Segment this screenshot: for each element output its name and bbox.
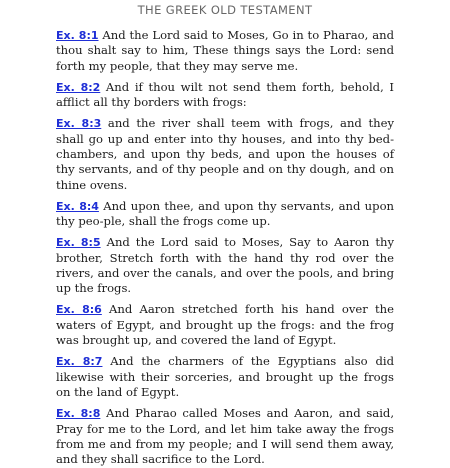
running-header: THE GREEK OLD TESTAMENT [137, 3, 313, 17]
verse-text: and the river shall teem with frogs, and they shall go up and enter into thy houses, and into thy bed-chambers, and upon thy beds, and upon the houses of thy servants, and of thy people and on thy dough, and on thine ovens. [56, 116, 395, 192]
verse-8-5 [56, 235, 394, 297]
verse-list [56, 28, 394, 468]
verse-ref-link[interactable]: Ex. 8:2 [56, 80, 101, 94]
verse-text: And the Lord said to Moses, Say to Aaron thy brother, Stretch forth with the hand thy rod over the rivers, and over the canals, and over the pools, and bring up the frogs. [56, 235, 395, 296]
verse-8-6 [56, 302, 394, 348]
verse-8-7 [56, 354, 394, 400]
verse-text: And if thou wilt not send them forth, behold, I afflict all thy borders with frogs: [56, 79, 394, 110]
verse-8-4 [56, 199, 394, 230]
verse-ref-link[interactable]: Ex. 8:3 [56, 117, 102, 131]
verse-ref-link[interactable]: Ex. 8:4 [56, 199, 99, 213]
verse-8-3 [56, 116, 394, 193]
verse-ref-link[interactable]: Ex. 8:5 [56, 236, 101, 250]
verse-ref-link[interactable]: Ex. 8:6 [56, 303, 102, 317]
verse-text: And Aaron stretched forth his hand over the waters of Egypt, and brought up the frogs: and the frog was brought up, and covered the land of Egypt. [56, 302, 395, 348]
verse-text: And Pharao called Moses and Aaron, and said, Pray for me to the Lord, and let him take away the frogs from me and from my people; and I will send them away, and they shall sacrifice to the Lord. [56, 406, 395, 467]
verse-8-1 [56, 28, 394, 74]
verse-text: And the charmers of the Egyptians also did likewise with their sorceries, and brought up the frogs on the land of Egypt. [56, 354, 394, 400]
verse-ref-link[interactable]: Ex. 8:7 [56, 355, 103, 369]
verse-8-8 [56, 406, 394, 468]
verse-8-2 [56, 80, 394, 111]
verse-ref-link[interactable]: Ex. 8:8 [56, 407, 101, 421]
verse-ref-link[interactable]: Ex. 8:1 [56, 29, 99, 42]
verse-text: And the Lord said to Moses, Go in to Pharao, and thou shalt say to him, These things says the Lord: send forth my people, that they may serve me. [56, 28, 395, 73]
verse-text: And upon thee, and upon thy servants, and upon thy peo-ple, shall the frogs come up. [56, 198, 395, 229]
